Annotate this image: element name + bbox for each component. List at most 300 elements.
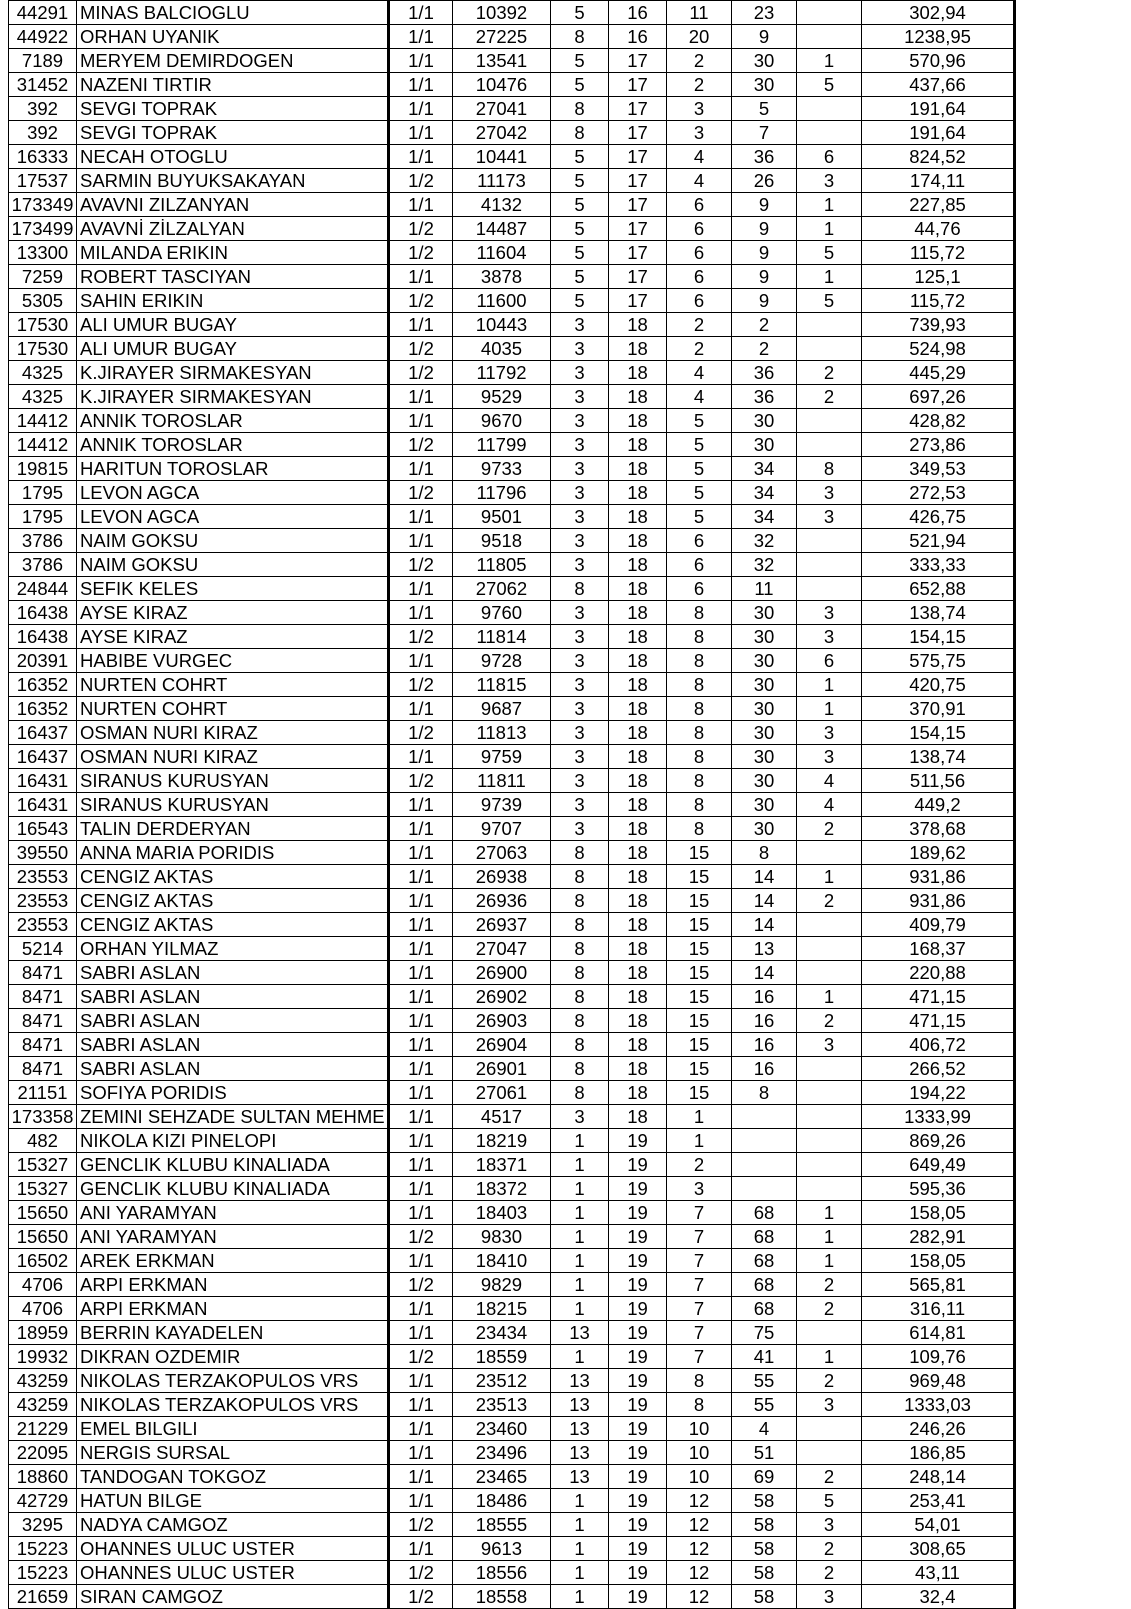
- cell-c1: 8: [551, 913, 609, 937]
- table-row: [9, 601, 1015, 625]
- cell-name: SEVGI TOPRAK: [77, 97, 389, 121]
- cell-c4: 68: [732, 1201, 797, 1225]
- cell-c4: 41: [732, 1345, 797, 1369]
- cell-c1: 5: [551, 49, 609, 73]
- cell-c3: 2: [667, 1153, 732, 1177]
- cell-share: 1/2: [389, 1345, 453, 1369]
- cell-amount: 138,74: [862, 745, 1015, 769]
- cell-c1: 1: [551, 1225, 609, 1249]
- cell-share: 1/2: [389, 625, 453, 649]
- cell-amount: 570,96: [862, 49, 1015, 73]
- table-row: [9, 1321, 1015, 1345]
- cell-id: 4325: [9, 385, 77, 409]
- cell-id: 31452: [9, 73, 77, 97]
- cell-doc: 11173: [453, 169, 551, 193]
- cell-id: 16502: [9, 1249, 77, 1273]
- cell-amount: 308,65: [862, 1537, 1015, 1561]
- cell-id: 43259: [9, 1369, 77, 1393]
- cell-doc: 11799: [453, 433, 551, 457]
- cell-c4: 58: [732, 1489, 797, 1513]
- cell-c2: 19: [609, 1153, 667, 1177]
- cell-c1: 5: [551, 169, 609, 193]
- table-row: [9, 1417, 1015, 1441]
- cell-id: 173349: [9, 193, 77, 217]
- cell-c2: 18: [609, 409, 667, 433]
- cell-amount: 227,85: [862, 193, 1015, 217]
- cell-c1: 1: [551, 1585, 609, 1609]
- cell-doc: 26903: [453, 1009, 551, 1033]
- cell-c5: [797, 961, 862, 985]
- cell-doc: 9518: [453, 529, 551, 553]
- cell-c3: 4: [667, 361, 732, 385]
- table-row: [9, 289, 1015, 313]
- cell-c4: 9: [732, 193, 797, 217]
- cell-amount: 115,72: [862, 241, 1015, 265]
- cell-c3: 5: [667, 433, 732, 457]
- table-body: [9, 1, 1015, 1609]
- cell-share: 1/1: [389, 889, 453, 913]
- cell-c2: 18: [609, 385, 667, 409]
- cell-c4: 30: [732, 721, 797, 745]
- cell-c3: 8: [667, 601, 732, 625]
- cell-amount: 189,62: [862, 841, 1015, 865]
- table-row: [9, 49, 1015, 73]
- cell-doc: 9830: [453, 1225, 551, 1249]
- cell-c3: 2: [667, 337, 732, 361]
- cell-c4: 58: [732, 1513, 797, 1537]
- table-row: [9, 841, 1015, 865]
- cell-c5: [797, 1057, 862, 1081]
- cell-c5: 2: [797, 385, 862, 409]
- cell-name: ANNIK TOROSLAR: [77, 433, 389, 457]
- cell-id: 3786: [9, 553, 77, 577]
- cell-c3: 6: [667, 577, 732, 601]
- cell-c1: 3: [551, 697, 609, 721]
- cell-c5: 2: [797, 817, 862, 841]
- cell-name: GENCLIK KLUBU KINALIADA: [77, 1153, 389, 1177]
- cell-doc: 11815: [453, 673, 551, 697]
- cell-c2: 19: [609, 1441, 667, 1465]
- cell-doc: 10392: [453, 1, 551, 25]
- cell-name: ANNA MARIA PORIDIS: [77, 841, 389, 865]
- cell-name: ANNIK TOROSLAR: [77, 409, 389, 433]
- cell-share: 1/1: [389, 1369, 453, 1393]
- cell-doc: 9707: [453, 817, 551, 841]
- cell-c3: 3: [667, 97, 732, 121]
- cell-amount: 649,49: [862, 1153, 1015, 1177]
- cell-id: 16431: [9, 793, 77, 817]
- cell-doc: 11813: [453, 721, 551, 745]
- cell-id: 3786: [9, 529, 77, 553]
- cell-id: 23553: [9, 865, 77, 889]
- table-row: [9, 913, 1015, 937]
- table-row: [9, 817, 1015, 841]
- cell-share: 1/1: [389, 313, 453, 337]
- cell-id: 8471: [9, 1033, 77, 1057]
- cell-c1: 3: [551, 337, 609, 361]
- cell-id: 19932: [9, 1345, 77, 1369]
- cell-id: 4706: [9, 1297, 77, 1321]
- cell-c5: [797, 121, 862, 145]
- cell-share: 1/1: [389, 1, 453, 25]
- cell-c5: [797, 841, 862, 865]
- cell-name: K.JIRAYER SIRMAKESYAN: [77, 385, 389, 409]
- cell-amount: 316,11: [862, 1297, 1015, 1321]
- cell-c3: 5: [667, 481, 732, 505]
- cell-c5: 1: [797, 217, 862, 241]
- cell-name: OSMAN NURI KIRAZ: [77, 745, 389, 769]
- cell-share: 1/2: [389, 169, 453, 193]
- cell-id: 8471: [9, 1009, 77, 1033]
- cell-c3: 6: [667, 217, 732, 241]
- cell-c3: 7: [667, 1201, 732, 1225]
- cell-amount: 246,26: [862, 1417, 1015, 1441]
- cell-doc: 27061: [453, 1081, 551, 1105]
- cell-doc: 26902: [453, 985, 551, 1009]
- cell-c5: 2: [797, 1297, 862, 1321]
- cell-c2: 16: [609, 1, 667, 25]
- cell-share: 1/1: [389, 1417, 453, 1441]
- cell-share: 1/1: [389, 865, 453, 889]
- table-row: [9, 1249, 1015, 1273]
- cell-doc: 23465: [453, 1465, 551, 1489]
- cell-doc: 26938: [453, 865, 551, 889]
- cell-amount: 471,15: [862, 1009, 1015, 1033]
- cell-c4: 30: [732, 673, 797, 697]
- cell-name: NAIM GOKSU: [77, 529, 389, 553]
- cell-c4: 30: [732, 433, 797, 457]
- cell-c4: 9: [732, 241, 797, 265]
- cell-c5: 2: [797, 1465, 862, 1489]
- cell-c3: 6: [667, 193, 732, 217]
- cell-c2: 19: [609, 1561, 667, 1585]
- cell-doc: 23512: [453, 1369, 551, 1393]
- cell-share: 1/1: [389, 73, 453, 97]
- cell-share: 1/1: [389, 1057, 453, 1081]
- cell-doc: 4035: [453, 337, 551, 361]
- cell-name: ANI YARAMYAN: [77, 1225, 389, 1249]
- cell-c2: 19: [609, 1465, 667, 1489]
- cell-c5: 8: [797, 457, 862, 481]
- cell-c3: 7: [667, 1345, 732, 1369]
- cell-c5: [797, 577, 862, 601]
- cell-doc: 11796: [453, 481, 551, 505]
- table-row: [9, 793, 1015, 817]
- cell-c4: 69: [732, 1465, 797, 1489]
- cell-c5: [797, 913, 862, 937]
- property-table: [8, 0, 1016, 1609]
- cell-c1: 8: [551, 97, 609, 121]
- cell-c1: 3: [551, 361, 609, 385]
- cell-id: 16431: [9, 769, 77, 793]
- table-row: [9, 961, 1015, 985]
- cell-name: SIRAN CAMGOZ: [77, 1585, 389, 1609]
- cell-c5: 2: [797, 1369, 862, 1393]
- cell-doc: 27063: [453, 841, 551, 865]
- cell-name: ALI UMUR BUGAY: [77, 337, 389, 361]
- table-row: [9, 1537, 1015, 1561]
- cell-c3: 15: [667, 961, 732, 985]
- cell-share: 1/2: [389, 1273, 453, 1297]
- cell-doc: 18555: [453, 1513, 551, 1537]
- cell-c2: 18: [609, 769, 667, 793]
- cell-amount: 445,29: [862, 361, 1015, 385]
- cell-c3: 10: [667, 1465, 732, 1489]
- cell-c4: 14: [732, 961, 797, 985]
- cell-amount: 575,75: [862, 649, 1015, 673]
- cell-c4: 68: [732, 1249, 797, 1273]
- table-row: [9, 409, 1015, 433]
- cell-c2: 19: [609, 1225, 667, 1249]
- cell-id: 18860: [9, 1465, 77, 1489]
- cell-c5: 1: [797, 865, 862, 889]
- cell-c2: 17: [609, 145, 667, 169]
- cell-name: OSMAN NURI KIRAZ: [77, 721, 389, 745]
- table-row: [9, 241, 1015, 265]
- cell-c5: 1: [797, 985, 862, 1009]
- cell-c3: 7: [667, 1225, 732, 1249]
- cell-c4: 34: [732, 481, 797, 505]
- cell-name: DIKRAN OZDEMIR: [77, 1345, 389, 1369]
- cell-c2: 18: [609, 337, 667, 361]
- cell-c4: 36: [732, 385, 797, 409]
- cell-share: 1/2: [389, 481, 453, 505]
- cell-c5: 3: [797, 721, 862, 745]
- table-row: [9, 721, 1015, 745]
- cell-share: 1/1: [389, 1441, 453, 1465]
- cell-c3: 15: [667, 865, 732, 889]
- cell-name: BERRIN KAYADELEN: [77, 1321, 389, 1345]
- cell-c3: 15: [667, 841, 732, 865]
- cell-id: 14412: [9, 433, 77, 457]
- cell-c5: [797, 1081, 862, 1105]
- cell-c4: 8: [732, 1081, 797, 1105]
- cell-id: 15223: [9, 1537, 77, 1561]
- cell-share: 1/2: [389, 241, 453, 265]
- cell-c3: 15: [667, 1009, 732, 1033]
- cell-share: 1/1: [389, 745, 453, 769]
- cell-c2: 18: [609, 937, 667, 961]
- cell-c2: 18: [609, 457, 667, 481]
- cell-doc: 9728: [453, 649, 551, 673]
- cell-c3: 15: [667, 889, 732, 913]
- cell-c3: 7: [667, 1249, 732, 1273]
- cell-share: 1/1: [389, 913, 453, 937]
- cell-name: NURTEN COHRT: [77, 673, 389, 697]
- cell-name: AREK ERKMAN: [77, 1249, 389, 1273]
- cell-c1: 13: [551, 1441, 609, 1465]
- cell-c3: 12: [667, 1537, 732, 1561]
- cell-name: OHANNES ULUC USTER: [77, 1561, 389, 1585]
- cell-c1: 3: [551, 385, 609, 409]
- cell-amount: 266,52: [862, 1057, 1015, 1081]
- cell-c2: 18: [609, 1009, 667, 1033]
- cell-share: 1/1: [389, 1489, 453, 1513]
- table-row: [9, 1513, 1015, 1537]
- cell-c5: 3: [797, 1513, 862, 1537]
- cell-c1: 3: [551, 673, 609, 697]
- cell-doc: 23496: [453, 1441, 551, 1465]
- cell-c5: [797, 1177, 862, 1201]
- cell-c1: 8: [551, 1033, 609, 1057]
- cell-name: TALIN DERDERYAN: [77, 817, 389, 841]
- cell-share: 1/1: [389, 145, 453, 169]
- cell-c4: 36: [732, 361, 797, 385]
- cell-name: SARMIN BUYUKSAKAYAN: [77, 169, 389, 193]
- cell-c2: 17: [609, 241, 667, 265]
- table-row: [9, 649, 1015, 673]
- cell-c3: 8: [667, 769, 732, 793]
- cell-c2: 18: [609, 961, 667, 985]
- cell-share: 1/2: [389, 1561, 453, 1585]
- cell-share: 1/1: [389, 1129, 453, 1153]
- cell-share: 1/1: [389, 601, 453, 625]
- cell-c3: 15: [667, 913, 732, 937]
- cell-doc: 9687: [453, 697, 551, 721]
- cell-c1: 3: [551, 481, 609, 505]
- cell-c5: 3: [797, 625, 862, 649]
- cell-amount: 428,82: [862, 409, 1015, 433]
- cell-share: 1/1: [389, 817, 453, 841]
- cell-c5: 1: [797, 1345, 862, 1369]
- cell-c5: 3: [797, 1033, 862, 1057]
- cell-c5: 1: [797, 697, 862, 721]
- table-row: [9, 121, 1015, 145]
- cell-c1: 3: [551, 409, 609, 433]
- cell-c4: 55: [732, 1393, 797, 1417]
- cell-doc: 4517: [453, 1105, 551, 1129]
- cell-c1: 5: [551, 265, 609, 289]
- cell-c5: 2: [797, 361, 862, 385]
- cell-c2: 18: [609, 505, 667, 529]
- cell-c3: 6: [667, 289, 732, 313]
- cell-id: 14412: [9, 409, 77, 433]
- cell-amount: 333,33: [862, 553, 1015, 577]
- cell-name: SABRI ASLAN: [77, 1057, 389, 1081]
- cell-amount: 302,94: [862, 1, 1015, 25]
- cell-name: SIRANUS KURUSYAN: [77, 793, 389, 817]
- table-row: [9, 1561, 1015, 1585]
- cell-c3: 3: [667, 1177, 732, 1201]
- cell-name: AYSE KIRAZ: [77, 625, 389, 649]
- cell-name: HARITUN TOROSLAR: [77, 457, 389, 481]
- cell-name: MERYEM DEMIRDOGEN: [77, 49, 389, 73]
- cell-c1: 1: [551, 1561, 609, 1585]
- table-row: [9, 1081, 1015, 1105]
- cell-c4: 30: [732, 793, 797, 817]
- cell-c1: 5: [551, 289, 609, 313]
- cell-name: ALI UMUR BUGAY: [77, 313, 389, 337]
- cell-amount: 349,53: [862, 457, 1015, 481]
- cell-doc: 18486: [453, 1489, 551, 1513]
- cell-c4: 7: [732, 121, 797, 145]
- cell-c1: 8: [551, 985, 609, 1009]
- cell-id: 21151: [9, 1081, 77, 1105]
- cell-id: 5305: [9, 289, 77, 313]
- cell-doc: 26904: [453, 1033, 551, 1057]
- cell-c5: 5: [797, 1489, 862, 1513]
- cell-c3: 10: [667, 1441, 732, 1465]
- cell-c3: 4: [667, 169, 732, 193]
- cell-c5: 1: [797, 193, 862, 217]
- cell-c5: 5: [797, 73, 862, 97]
- cell-amount: 869,26: [862, 1129, 1015, 1153]
- cell-id: 8471: [9, 1057, 77, 1081]
- cell-c3: 8: [667, 817, 732, 841]
- cell-share: 1/1: [389, 1009, 453, 1033]
- cell-c4: 30: [732, 49, 797, 73]
- cell-c1: 1: [551, 1249, 609, 1273]
- cell-c3: 5: [667, 457, 732, 481]
- table-row: [9, 457, 1015, 481]
- cell-id: 16352: [9, 673, 77, 697]
- cell-name: LEVON AGCA: [77, 505, 389, 529]
- cell-share: 1/1: [389, 1105, 453, 1129]
- cell-c4: 30: [732, 769, 797, 793]
- cell-share: 1/1: [389, 49, 453, 73]
- table-row: [9, 361, 1015, 385]
- cell-c5: [797, 25, 862, 49]
- cell-c5: 2: [797, 1561, 862, 1585]
- cell-doc: 9501: [453, 505, 551, 529]
- cell-c5: 3: [797, 601, 862, 625]
- cell-c2: 18: [609, 697, 667, 721]
- cell-c5: 3: [797, 1585, 862, 1609]
- cell-share: 1/2: [389, 289, 453, 313]
- cell-amount: 370,91: [862, 697, 1015, 721]
- cell-c2: 19: [609, 1273, 667, 1297]
- cell-id: 23553: [9, 889, 77, 913]
- table-row: [9, 529, 1015, 553]
- cell-doc: 9733: [453, 457, 551, 481]
- cell-c1: 5: [551, 1, 609, 25]
- cell-share: 1/2: [389, 553, 453, 577]
- cell-amount: 43,11: [862, 1561, 1015, 1585]
- cell-c4: 30: [732, 745, 797, 769]
- cell-id: 18959: [9, 1321, 77, 1345]
- cell-c4: 11: [732, 577, 797, 601]
- cell-amount: 406,72: [862, 1033, 1015, 1057]
- cell-c4: [732, 1177, 797, 1201]
- cell-c2: 17: [609, 49, 667, 73]
- cell-doc: 11814: [453, 625, 551, 649]
- cell-c1: 8: [551, 865, 609, 889]
- cell-id: 1795: [9, 481, 77, 505]
- table-row: [9, 217, 1015, 241]
- cell-doc: 9529: [453, 385, 551, 409]
- cell-amount: 420,75: [862, 673, 1015, 697]
- cell-id: 39550: [9, 841, 77, 865]
- cell-c4: [732, 1105, 797, 1129]
- cell-id: 7259: [9, 265, 77, 289]
- table-row: [9, 385, 1015, 409]
- cell-c4: 2: [732, 337, 797, 361]
- cell-c4: 36: [732, 145, 797, 169]
- cell-doc: 9739: [453, 793, 551, 817]
- cell-c2: 19: [609, 1489, 667, 1513]
- table-row: [9, 1465, 1015, 1489]
- cell-c3: 6: [667, 529, 732, 553]
- cell-amount: 449,2: [862, 793, 1015, 817]
- cell-doc: 27041: [453, 97, 551, 121]
- cell-c5: 2: [797, 889, 862, 913]
- cell-c2: 18: [609, 1057, 667, 1081]
- cell-doc: 18372: [453, 1177, 551, 1201]
- cell-c1: 1: [551, 1153, 609, 1177]
- cell-c2: 18: [609, 577, 667, 601]
- cell-name: SIRANUS KURUSYAN: [77, 769, 389, 793]
- cell-c5: 6: [797, 649, 862, 673]
